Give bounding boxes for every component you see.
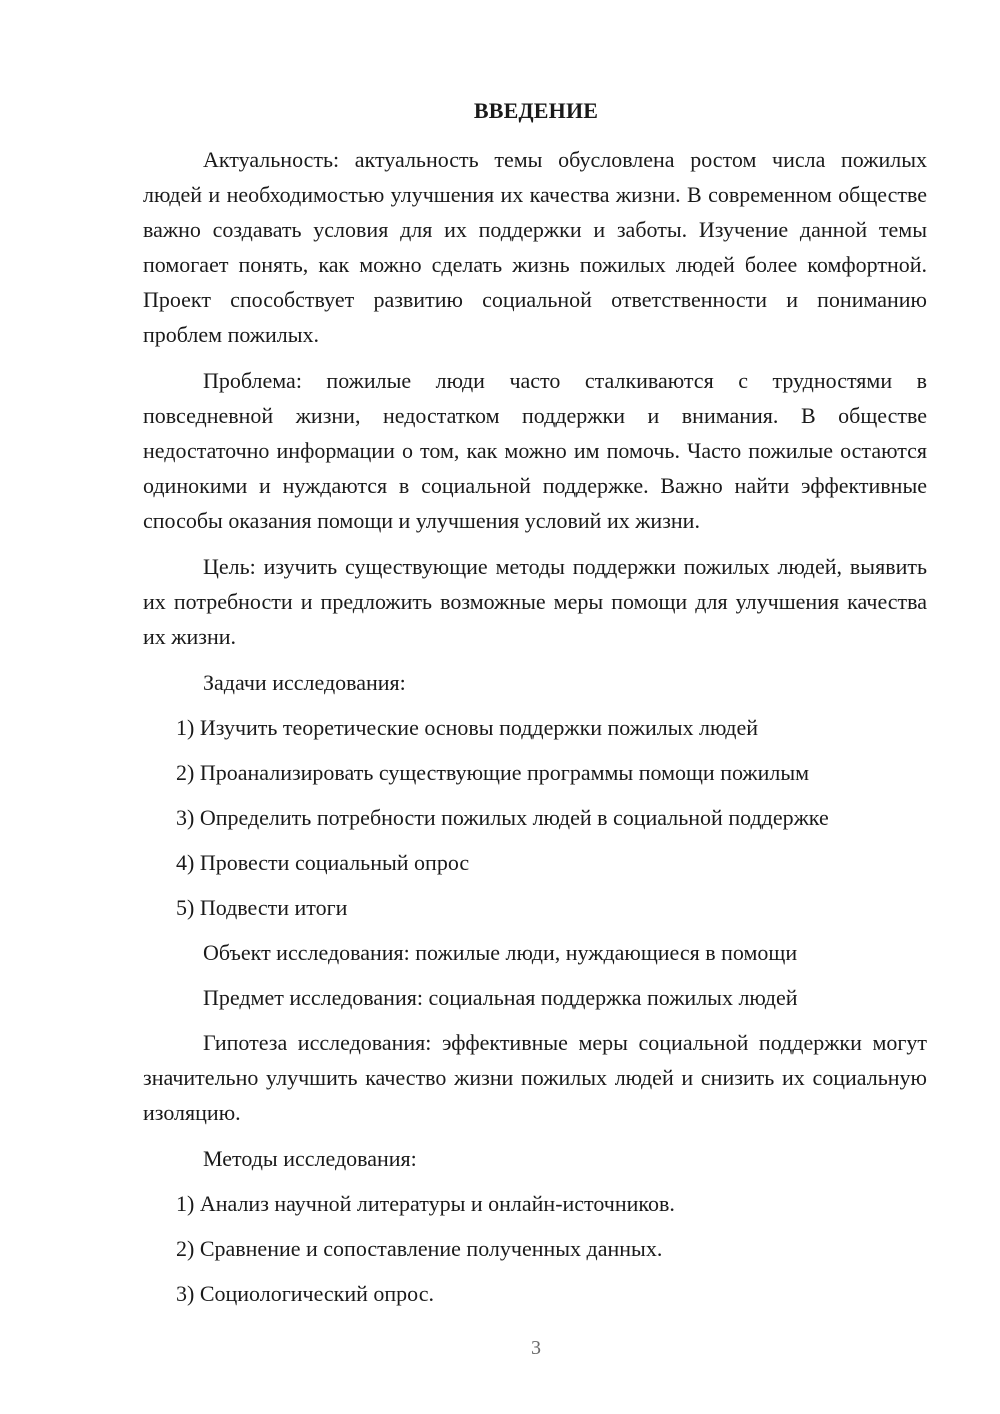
research-object: Объект исследования: пожилые люди, нуждающиеся в помощи [203, 940, 798, 965]
method-item: 2) Сравнение и сопоставление полученных данных. [176, 1236, 663, 1261]
task-item: 1) Изучить теоретические основы поддержки пожилых людей [176, 715, 759, 740]
task-item: 2) Проанализировать существующие программы помощи пожилым [176, 760, 810, 785]
hypothesis-paragraph: Гипотеза исследования: эффективные меры социальной поддержки могут значительно улучшить качество жизни пожилых людей и снизить их социальную изоляцию. [143, 1030, 927, 1125]
document-body [143, 142, 927, 1321]
methods-list [143, 1186, 927, 1311]
relevance-paragraph: Актуальность: актуальность темы обусловлена ростом числа пожилых людей и необходимостью улучшения их качества жизни. В современном обществе важно создавать условия для их поддержки и заботы. Изучение данной темы помогает понять, как можно сделать жизнь пожилых людей более комфортной. Проект способствует развитию социальной ответственности и пониманию проблем пожилых. [143, 147, 927, 347]
tasks-label: Задачи исследования: [203, 670, 406, 695]
problem-paragraph: Проблема: пожилые люди часто сталкиваются с трудностями в повседневной жизни, недостатком поддержки и внимания. В обществе недостаточно информации о том, как можно им помочь. Часто пожилые остаются одинокими и нуждаются в социальной поддержке. Важно найти эффективные способы оказания помощи и улучшения условий их жизни. [143, 368, 927, 533]
methods-label: Методы исследования: [203, 1146, 417, 1171]
task-item: 5) Подвести итоги [176, 895, 348, 920]
method-item: 1) Анализ научной литературы и онлайн-источников. [176, 1191, 675, 1216]
task-item: 3) Определить потребности пожилых людей в социальной поддержке [176, 805, 829, 830]
research-subject: Предмет исследования: социальная поддержка пожилых людей [203, 985, 798, 1010]
task-item: 4) Провести социальный опрос [176, 850, 470, 875]
page-number: 3 [531, 1337, 541, 1359]
tasks-list [143, 710, 927, 925]
method-item: 3) Социологический опрос. [176, 1281, 434, 1306]
goal-paragraph: Цель: изучить существующие методы поддержки пожилых людей, выявить их потребности и предложить возможные меры помощи для улучшения качества их жизни. [143, 554, 927, 649]
page-title: ВВЕДЕНИЕ [473, 98, 599, 123]
